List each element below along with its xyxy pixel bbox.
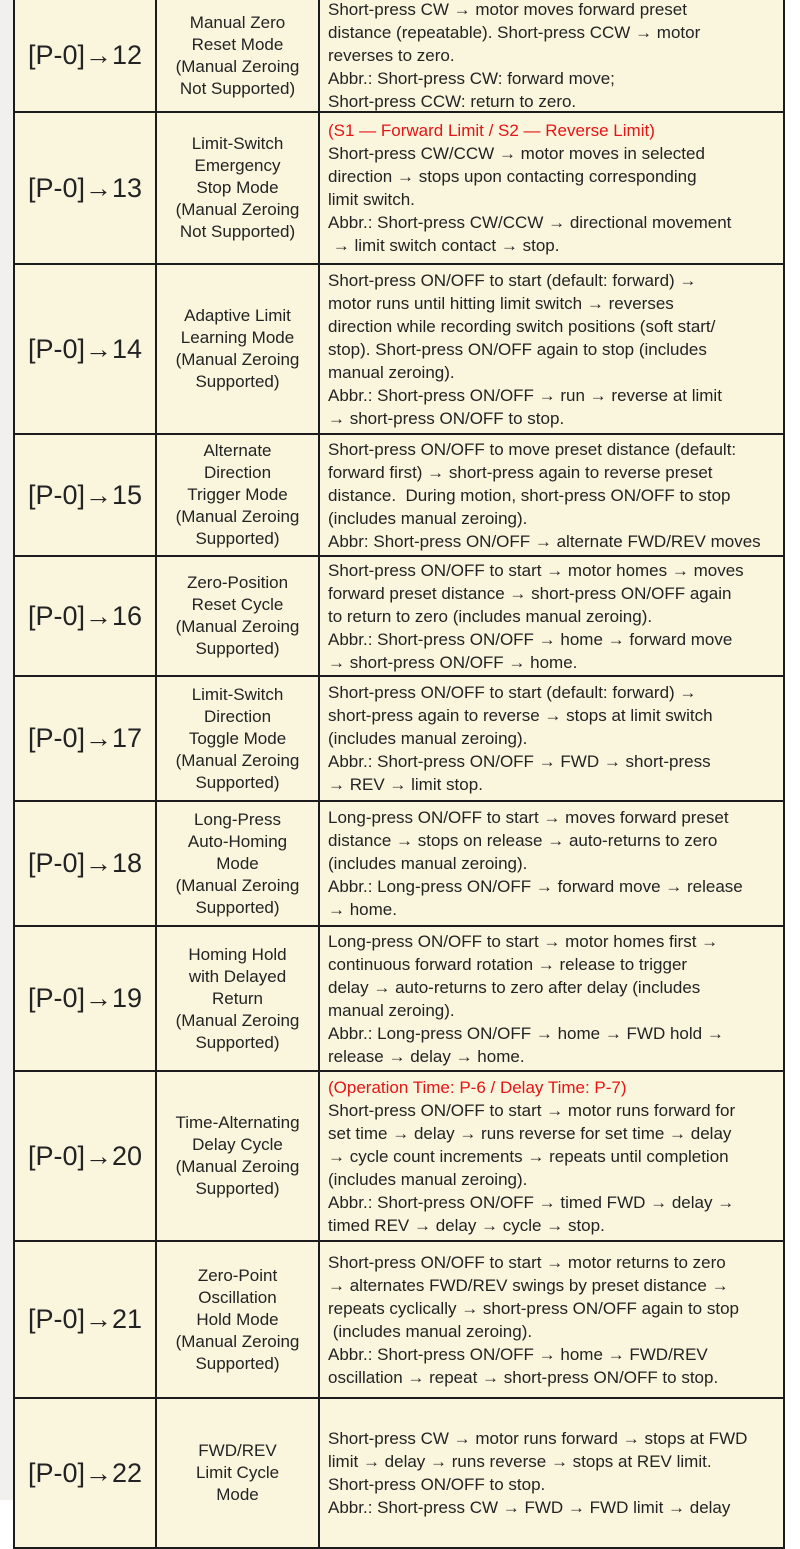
mode-code-cell: [15, 1399, 157, 1547]
mode-name-line: Zero-Position: [186, 573, 289, 592]
desc-line: Abbr.: Long-press ON/OFF → home → FWD hold →: [328, 1023, 724, 1043]
desc-line: Abbr.: Short-press ON/OFF → FWD → short-press: [328, 752, 711, 771]
desc-line: direction while recording switch positions (soft start/: [328, 316, 716, 336]
table-row: [15, 113, 785, 265]
desc-line: → home.: [328, 900, 397, 919]
desc-line: → limit switch contact → stop.: [328, 236, 560, 255]
mode-code-cell: [15, 0, 157, 111]
mode-code: [P-0]→21: [27, 1304, 143, 1334]
mode-code: [P-0]→22: [27, 1457, 143, 1488]
mode-name-line: Auto-Homing: [187, 831, 288, 851]
mode-name-line: Learning Mode: [180, 328, 295, 347]
mode-name-line: Mode: [216, 853, 259, 873]
mode-name-cell: [157, 0, 320, 111]
mode-code: [P-0]→17: [27, 723, 143, 753]
mode-name-line: Supported): [195, 772, 280, 792]
mode-name-cell: [157, 435, 320, 555]
desc-line: Short-press ON/OFF to start (default: forward) →: [328, 270, 697, 290]
desc-line: Abbr: Short-press ON/OFF → alternate FWD/REV moves: [328, 531, 761, 551]
mode-desc-cell: [320, 0, 785, 111]
mode-name-line: Not Supported): [179, 222, 296, 241]
mode-name-line: Adaptive Limit: [184, 306, 291, 325]
mode-desc-cell: [320, 927, 785, 1070]
mode-code-cell: [15, 557, 157, 675]
mode-name-line: Mode: [216, 1485, 259, 1504]
desc-line: → cycle count increments → repeats until completion: [328, 1146, 729, 1166]
table-row: [15, 677, 785, 802]
desc-line: release → delay → home.: [328, 1046, 525, 1066]
desc-line: direction → stops upon contacting corresponding: [328, 167, 697, 186]
desc-line: repeats cyclically → short-press ON/OFF again to stop: [328, 1298, 739, 1318]
mode-code-cell: [15, 113, 157, 263]
table-row: [15, 557, 785, 677]
mode-name-line: (Manual Zeroing: [175, 507, 300, 526]
mode-name-line: with Delayed: [188, 966, 287, 986]
mode-name-line: (Manual Zeroing: [175, 617, 300, 636]
mode-name-line: (Manual Zeroing: [175, 1157, 300, 1176]
desc-line: continuous forward rotation → release to trigger: [328, 954, 688, 974]
desc-line: timed REV → delay → cycle → stop.: [328, 1215, 605, 1235]
mode-code: [P-0]→13: [27, 172, 143, 203]
desc-line: (includes manual zeroing).: [328, 1169, 528, 1189]
mode-code: [P-0]→15: [27, 479, 143, 510]
desc-line: Short-press ON/OFF to start → motor runs forward for: [328, 1100, 736, 1120]
mode-name-line: Toggle Mode: [188, 728, 287, 748]
mode-desc-cell: [320, 1072, 785, 1240]
desc-line: Abbr.: Short-press ON/OFF → home → forward move: [328, 629, 733, 649]
desc-line: delay → auto-returns to zero after delay (includes: [328, 977, 701, 997]
mode-name-line: (Manual Zeroing: [175, 1331, 300, 1351]
mode-name-cell: [157, 557, 320, 675]
mode-name-cell: [157, 1072, 320, 1240]
desc-line: Abbr.: Short-press ON/OFF → timed FWD → delay →: [328, 1192, 735, 1212]
mode-code-cell: [15, 1242, 157, 1397]
desc-line: short-press again to reverse → stops at limit switch: [328, 706, 713, 725]
mode-name-line: (Manual Zeroing: [175, 750, 300, 770]
mode-desc-cell: [320, 557, 785, 675]
mode-name-line: Supported): [195, 1179, 280, 1198]
desc-line: limit switch.: [328, 190, 415, 209]
mode-name-line: Emergency: [194, 156, 281, 175]
desc-line: distance (repeatable). Short-press CCW → motor: [328, 23, 701, 42]
desc-line: Abbr.: Short-press CW/CCW → directional movement: [328, 213, 732, 232]
desc-line: manual zeroing).: [328, 1000, 455, 1020]
mode-code-cell: [15, 927, 157, 1070]
mode-name-line: FWD/REV: [198, 1441, 277, 1460]
mode-name-line: Reset Mode: [191, 34, 284, 54]
desc-line: limit → delay → runs reverse → stops at REV limit.: [328, 1452, 712, 1471]
desc-line: Abbr.: Short-press ON/OFF → run → reverse at limit: [328, 385, 722, 405]
desc-line-highlight: (S1 — Forward Limit / S2 — Reverse Limit): [328, 121, 655, 140]
mode-code: [P-0]→14: [27, 333, 143, 364]
table-row: [15, 1072, 785, 1242]
mode-name-line: Homing Hold: [188, 944, 287, 964]
mode-name-cell: [157, 927, 320, 1070]
table-row: [15, 927, 785, 1072]
desc-line: Abbr.: Short-press CW: forward move;: [328, 69, 615, 88]
mode-name-line: Long-Press: [194, 809, 281, 829]
mode-name-line: Oscillation: [198, 1287, 277, 1307]
mode-name-line: Limit Cycle: [195, 1463, 280, 1482]
mode-name-line: Alternate: [203, 441, 272, 460]
desc-line: reverses to zero.: [328, 46, 455, 65]
desc-line: Abbr.: Short-press ON/OFF → home → FWD/REV: [328, 1344, 708, 1364]
desc-line: to return to zero (includes manual zeroing).: [328, 606, 653, 626]
mode-name-cell: [157, 265, 320, 433]
mode-desc-cell: [320, 435, 785, 555]
desc-line: Long-press ON/OFF to start → moves forward preset: [328, 808, 729, 827]
mode-code-cell: [15, 1072, 157, 1240]
mode-code-cell: [15, 265, 157, 433]
table-row: [15, 0, 785, 113]
mode-name-cell: [157, 677, 320, 800]
mode-name-cell: [157, 113, 320, 263]
mode-desc-cell: [320, 1399, 785, 1547]
mode-name-line: Limit-Switch: [191, 684, 284, 704]
mode-code: [P-0]→12: [27, 40, 143, 70]
mode-desc-cell: [320, 802, 785, 925]
mode-name-line: Hold Mode: [196, 1309, 279, 1329]
mode-name-cell: [157, 1399, 320, 1547]
desc-line: set time → delay → runs reverse for set time → delay: [328, 1123, 732, 1143]
mode-name-line: Reset Cycle: [191, 595, 284, 614]
mode-code-cell: [15, 677, 157, 800]
desc-line: Short-press CW/CCW → motor moves in selected: [328, 144, 705, 163]
mode-name-line: Supported): [195, 372, 280, 391]
mode-name-line: Supported): [195, 639, 280, 658]
mode-name-line: Direction: [203, 706, 272, 726]
desc-line: Abbr.: Long-press ON/OFF → forward move → release: [328, 877, 743, 896]
desc-line: oscillation → repeat → short-press ON/OFF to stop.: [328, 1367, 719, 1387]
desc-line: forward preset distance → short-press ON/OFF again: [328, 583, 732, 603]
mode-name-line: Limit-Switch: [191, 134, 284, 153]
mode-name-line: Supported): [195, 529, 280, 548]
desc-line: Short-press CCW: return to zero.: [328, 92, 577, 111]
mode-desc-cell: [320, 113, 785, 263]
mode-name-line: (Manual Zeroing: [175, 56, 300, 76]
mode-name-line: Supported): [195, 897, 280, 917]
desc-line: forward first) → short-press again to reverse preset: [328, 462, 713, 482]
mode-code: [P-0]→16: [27, 600, 143, 631]
mode-code: [P-0]→18: [27, 848, 143, 878]
desc-line: → REV → limit stop.: [328, 775, 483, 794]
desc-line: stop). Short-press ON/OFF again to stop (includes: [328, 339, 707, 359]
desc-line: motor runs until hitting limit switch → reverses: [328, 293, 674, 313]
mode-name-line: Supported): [195, 1032, 280, 1052]
mode-name-line: Direction: [203, 463, 272, 482]
desc-line: → short-press ON/OFF to stop.: [328, 408, 565, 428]
desc-line: Long-press ON/OFF to start → motor homes first →: [328, 931, 719, 951]
table-row: [15, 265, 785, 435]
desc-line: (includes manual zeroing).: [328, 508, 528, 528]
mode-name-line: Delay Cycle: [192, 1135, 283, 1154]
mode-name-line: (Manual Zeroing: [175, 200, 300, 219]
desc-line: (includes manual zeroing).: [328, 1321, 533, 1341]
desc-line: → alternates FWD/REV swings by preset distance →: [328, 1275, 729, 1295]
table-row: [15, 435, 785, 557]
mode-name-line: Manual Zero: [189, 12, 286, 32]
mode-name-line: Return: [211, 988, 264, 1008]
desc-line: Short-press ON/OFF to stop.: [328, 1475, 546, 1494]
mode-code-cell: [15, 435, 157, 555]
mode-name-cell: [157, 1242, 320, 1397]
desc-line: Short-press ON/OFF to start → motor homes → moves: [328, 560, 744, 580]
mode-desc-cell: [320, 265, 785, 433]
mode-name-line: Trigger Mode: [187, 485, 288, 504]
mode-code: [P-0]→19: [27, 983, 143, 1013]
page-left-margin: [0, 0, 13, 1500]
mode-code: [P-0]→20: [27, 1140, 143, 1171]
mode-name-line: Stop Mode: [196, 178, 279, 197]
table-row: [15, 1399, 785, 1549]
desc-line: (includes manual zeroing).: [328, 729, 528, 748]
mode-code-cell: [15, 802, 157, 925]
table-row: [15, 1242, 785, 1399]
desc-line-highlight: (Operation Time: P-6 / Delay Time: P-7): [328, 1077, 627, 1097]
desc-line: distance → stops on release → auto-returns to zero: [328, 831, 718, 850]
desc-line: → short-press ON/OFF → home.: [328, 652, 578, 672]
desc-line: manual zeroing).: [328, 362, 455, 382]
desc-line: Abbr.: Short-press CW → FWD → FWD limit → delay: [328, 1498, 731, 1517]
desc-line: Short-press ON/OFF to start (default: forward) →: [328, 683, 697, 702]
desc-line: Short-press ON/OFF to move preset distance (default:: [328, 439, 737, 459]
mode-name-line: Zero-Point: [197, 1265, 278, 1285]
mode-table: [13, 0, 785, 1549]
desc-line: Short-press ON/OFF to start → motor returns to zero: [328, 1252, 726, 1272]
mode-desc-cell: [320, 1242, 785, 1397]
mode-name-line: (Manual Zeroing: [175, 1010, 300, 1030]
mode-name-line: (Manual Zeroing: [175, 875, 300, 895]
desc-line: Short-press CW → motor moves forward preset: [328, 0, 687, 19]
mode-name-cell: [157, 802, 320, 925]
mode-desc-cell: [320, 677, 785, 800]
mode-name-line: Not Supported): [179, 78, 296, 98]
mode-name-line: (Manual Zeroing: [175, 350, 300, 369]
mode-name-line: Time-Alternating: [175, 1113, 300, 1132]
mode-name-line: Supported): [195, 1353, 280, 1373]
desc-line: Short-press CW → motor runs forward → stops at FWD: [328, 1429, 748, 1448]
desc-line: distance. During motion, short-press ON/OFF to stop: [328, 485, 731, 505]
table-row: [15, 802, 785, 927]
desc-line: (includes manual zeroing).: [328, 854, 528, 873]
